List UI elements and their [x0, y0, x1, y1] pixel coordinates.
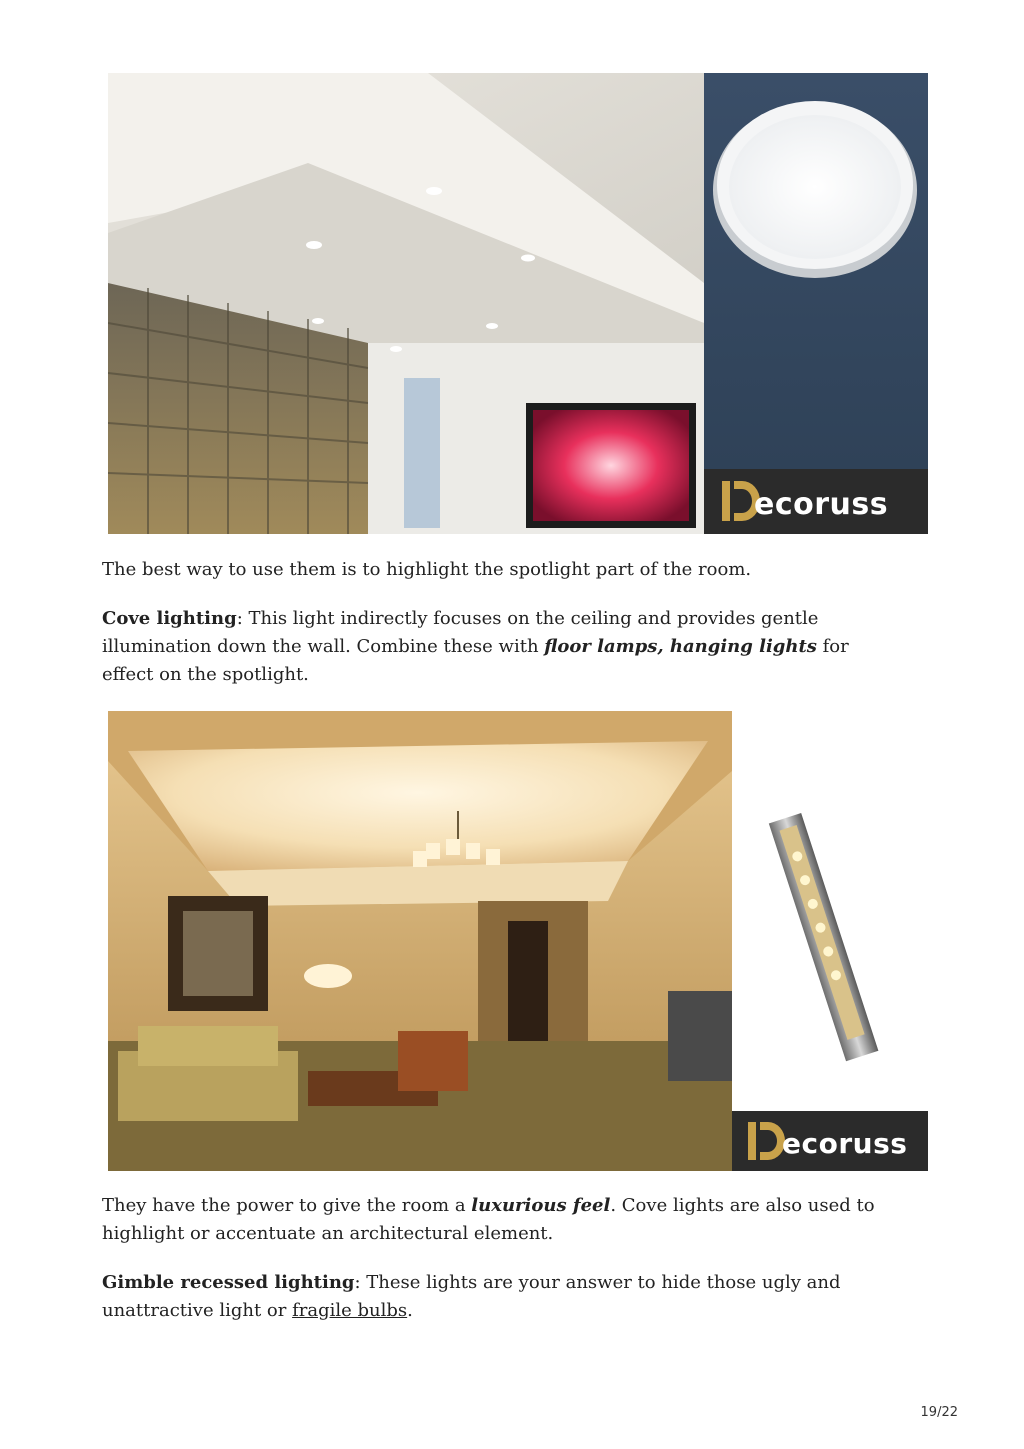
cove-room-photo [108, 711, 732, 1171]
paragraph-gimble-recessed [102, 1269, 902, 1325]
gimble-recessed-term: Gimble recessed lighting [102, 1272, 355, 1293]
paragraph-text: for effect on the spotlight. [102, 636, 849, 685]
room-photo [108, 73, 704, 534]
paragraph-text: The best way to use them is to highlight the spotlight part of the room. [102, 559, 752, 580]
cove-lighting-figure [108, 711, 928, 1171]
paragraph-text: . Cove lights are also used to highlight or accentuate an architectural element. [102, 1195, 875, 1244]
surface-panel-light [704, 73, 928, 469]
recessed-lighting-figure [108, 73, 928, 534]
paragraph-text: They have the power to give the room a [102, 1195, 472, 1216]
emphasis-floor-lamps: floor lamps, hanging lights [544, 636, 817, 657]
brand-logo-text: ecoruss [754, 487, 889, 522]
page-number: 19/22 [920, 1405, 958, 1420]
paragraph-text: . [407, 1300, 413, 1321]
paragraph-text: : This light indirectly focuses on the ceiling and provides gentle illumination down the wall. Combine these with [102, 608, 819, 657]
paragraph-highlight-spotlight [102, 556, 902, 584]
brand-logo-text: ecoruss [782, 1127, 908, 1160]
emphasis-luxurious-feel: luxurious feel [471, 1195, 611, 1216]
paragraph-cove-lighting [102, 605, 902, 689]
fragile-bulbs-link[interactable]: fragile bulbs [292, 1300, 408, 1321]
paragraph-text: : These lights are your answer to hide those ugly and unattractive light or [102, 1272, 841, 1321]
paragraph-luxurious-feel [102, 1192, 902, 1248]
cove-lighting-term: Cove lighting [102, 608, 237, 629]
